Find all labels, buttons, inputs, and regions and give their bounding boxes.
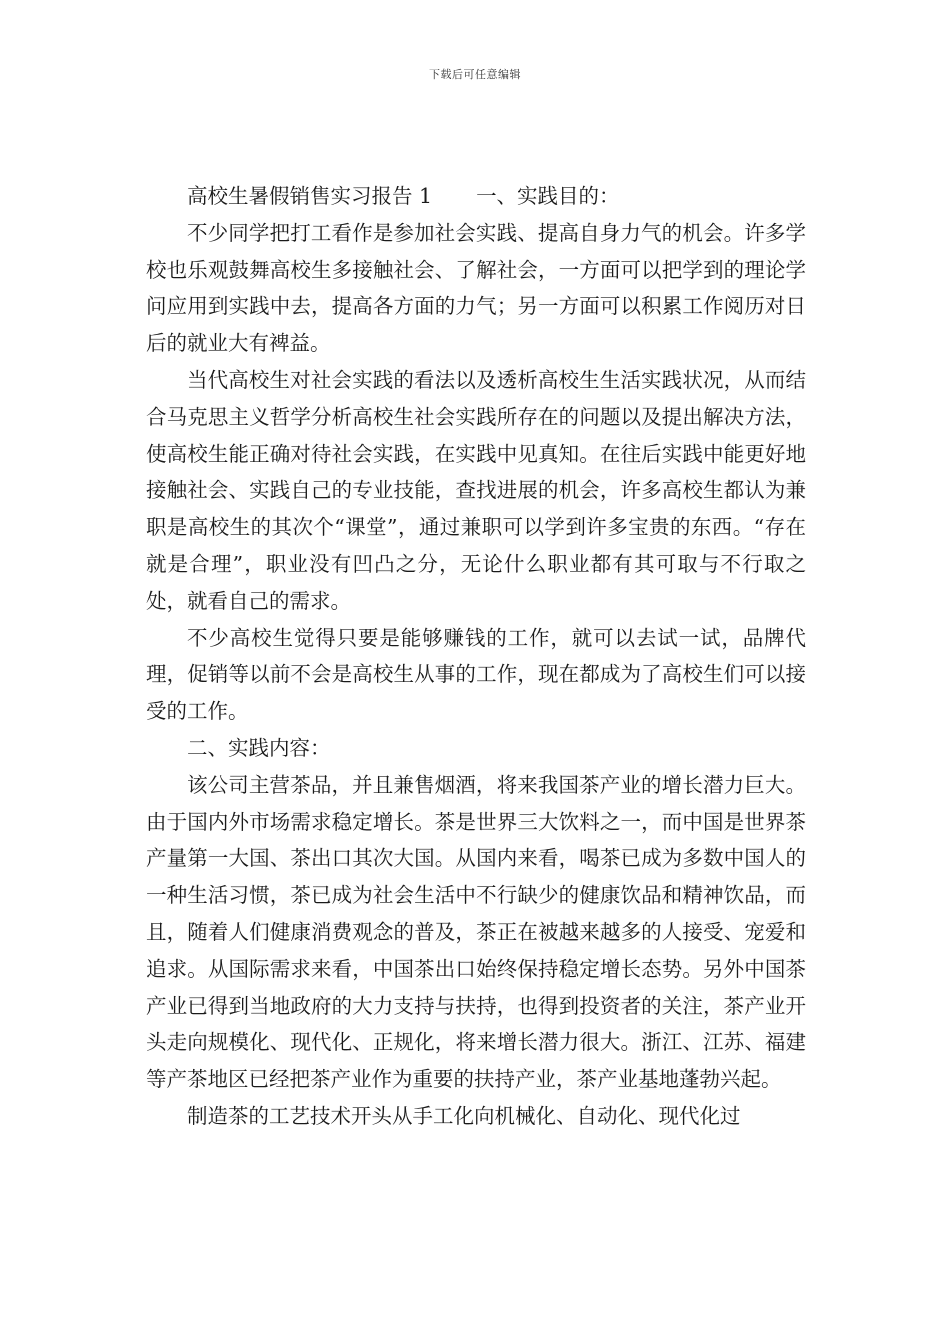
document-title: 高校生暑假销售实习报告 1 <box>187 184 433 208</box>
section-heading-content: 二、实践内容： <box>187 735 331 760</box>
page-header-note: 下载后可任意编辑 <box>429 68 521 81</box>
paragraph-5: 制造茶的工艺技术开头从手工化向机械化、自动化、现代化过 <box>187 1103 741 1128</box>
paragraph-2: 当代高校生对社会实践的看法以及透析高校生生活实践状况，从而结合马克思主义哲学分析高校生社会实践所存在的问题以及提出解决方法，使高校生能正确对待社会实践，在实践中见真知。在往后实践中能更好地接触社会、实践自己的专业技能，查找进展的机会，许多高校生都认为兼职是高校生的其次个“课堂”，通过兼职可以学到许多宝贵的东西。“存在就是合理”，职业没有凹凸之分，无论什么职业都有其可取与不行取之处，就看自己的需求。 <box>146 367 806 613</box>
document-body <box>146 178 806 1135</box>
document-title-line <box>146 178 806 215</box>
paragraph-3: 不少高校生觉得只要是能够赚钱的工作，就可以去试一试，品牌代理，促销等以前不会是高校生从事的工作，现在都成为了高校生们可以接受的工作。 <box>146 625 806 724</box>
paragraph-1: 不少同学把打工看作是参加社会实践、提高自身力气的机会。许多学校也乐观鼓舞高校生多接触社会、了解社会，一方面可以把学到的理论学问应用到实践中去，提高各方面的力气；另一方面可以积累工作阅历对日后的就业大有裨益。 <box>146 220 806 356</box>
paragraph-4: 该公司主营茶品，并且兼售烟酒，将来我国茶产业的增长潜力巨大。由于国内外市场需求稳定增长。茶是世界三大饮料之一，而中国是世界茶产量第一大国、茶出口其次大国。从国内来看，喝茶已成为多数中国人的一种生活习惯，茶已成为社会生活中不行缺少的健康饮品和精神饮品，而且，随着人们健康消费观念的普及，茶正在被越来越多的人接受、宠爱和追求。从国际需求来看，中国茶出口始终保持稳定增长态势。另外中国茶产业已得到当地政府的大力支持与扶持，也得到投资者的关注，茶产业开头走向规模化、现代化、正规化，将来增长潜力很大。浙江、江苏、福建等产茶地区已经把茶产业作为重要的扶持产业，茶产业基地蓬勃兴起。 <box>146 772 806 1092</box>
section-heading-purpose: 一、实践目的： <box>476 184 620 208</box>
